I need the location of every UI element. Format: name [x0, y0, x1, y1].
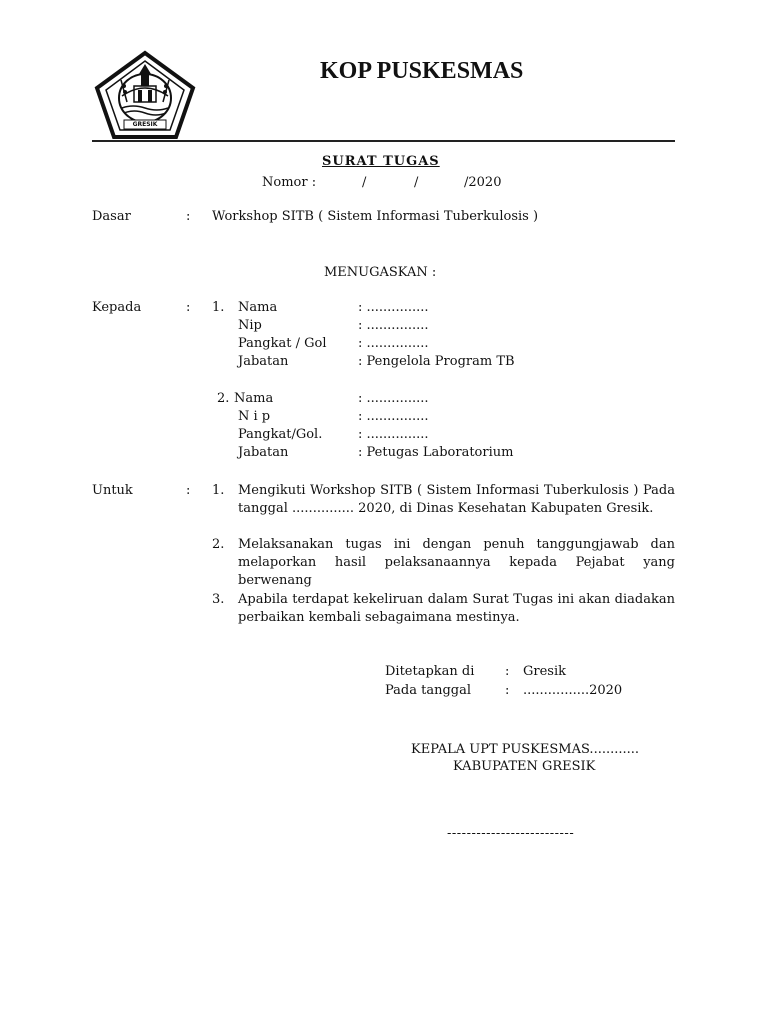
menugaskan-heading: MENUGASKAN : [324, 265, 437, 280]
nomor-label: Nomor : [262, 175, 317, 190]
task-3-number: 3. [212, 592, 225, 607]
person-2-pangkat-label: Pangkat/Gol. [238, 427, 323, 442]
signatory-title: KEPALA UPT PUSKESMAS............ [411, 742, 640, 757]
person-1-nama-label: Nama [238, 300, 278, 315]
nomor-slash-1: / [362, 175, 367, 190]
ditetapkan-value: Gresik [523, 664, 566, 679]
tanggal-label: Pada tanggal [385, 683, 472, 698]
person-1-pangkat-value: : ............... [358, 336, 429, 351]
untuk-label: Untuk [92, 483, 133, 498]
person-1-nama-value: : ............... [358, 300, 429, 315]
regency-logo [94, 50, 196, 140]
person-2-nip-value: : ............... [358, 409, 429, 424]
nomor-year: /2020 [464, 175, 502, 190]
task-2-number: 2. [212, 537, 225, 552]
kepada-colon: : [186, 300, 191, 315]
nomor-slash-2: / [414, 175, 419, 190]
person-1-jabatan-label: Jabatan [238, 354, 289, 369]
person-1-number: 1. [212, 300, 225, 315]
person-1-nip-value: : ............... [358, 318, 429, 333]
person-2-nama-label: Nama [234, 391, 274, 406]
task-1-number: 1. [212, 483, 225, 498]
letterhead-rule [92, 140, 675, 142]
person-2-number: 2. [217, 391, 230, 406]
signature-line: -------------------------- [447, 826, 575, 841]
letterhead-title: KOP PUSKESMAS [320, 58, 524, 84]
person-2-nip-label: N i p [238, 409, 271, 424]
signatory-regency: KABUPATEN GRESIK [453, 759, 596, 774]
task-1-text: Mengikuti Workshop SITB ( Sistem Informasi Tuberkulosis ) Pada tanggal ............... 2020, di Dinas Kesehatan Kabupaten Gresik. [238, 483, 675, 516]
person-2-jabatan-value: : Petugas Laboratorium [358, 445, 514, 460]
dasar-label: Dasar [92, 209, 131, 224]
person-2-jabatan-label: Jabatan [238, 445, 289, 460]
tanggal-value: ................2020 [523, 683, 623, 698]
person-2-nama-value: : ............... [358, 391, 429, 406]
task-3-text: Apabila terdapat kekeliruan dalam Surat Tugas ini akan diadakan perbaikan kembali sebagaimana mestinya. [238, 592, 675, 625]
kepada-label: Kepada [92, 300, 142, 315]
dasar-colon: : [186, 209, 191, 224]
dasar-value: Workshop SITB ( Sistem Informasi Tuberkulosis ) [212, 209, 539, 224]
ditetapkan-label: Ditetapkan di [385, 664, 475, 679]
ditetapkan-colon: : [505, 664, 510, 679]
person-1-jabatan-value: : Pengelola Program TB [358, 354, 515, 369]
tanggal-colon: : [505, 683, 510, 698]
person-1-nip-label: Nip [238, 318, 262, 333]
person-1-pangkat-label: Pangkat / Gol [238, 336, 327, 351]
letter-heading: SURAT TUGAS [322, 154, 440, 169]
person-2-pangkat-value: : ............... [358, 427, 429, 442]
untuk-colon: : [186, 483, 191, 498]
logo-caption: GRESIK [132, 121, 158, 128]
task-2-text: Melaksanakan tugas ini dengan penuh tanggungjawab dan melaporkan hasil pelaksanaannya kepada Pejabat yang berwenang [238, 537, 675, 588]
